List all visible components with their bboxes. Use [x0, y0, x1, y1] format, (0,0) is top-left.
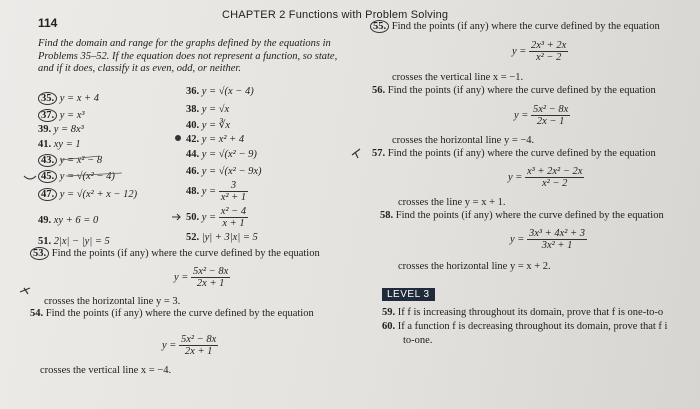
problem-38: 38. y = √x [186, 104, 230, 115]
problem-52: 52. |y| + 3|x| = 5 [186, 232, 258, 243]
problem-58: 58. Find the points (if any) where the curve defined by the equation [380, 210, 664, 221]
level-badge: LEVEL 3 [382, 288, 435, 301]
condition-55: crosses the vertical line x = −1. [392, 72, 524, 83]
problem-44: 44. y = √(x² − 9) [186, 149, 257, 160]
problem-56: 56. Find the points (if any) where the curve defined by the equation [372, 85, 656, 96]
problem-46: 46. y = √(x² − 9x) [186, 166, 262, 177]
problem-35: 35. y = x + 4 [38, 92, 99, 105]
problem-50: 50. y = $\frac{\text{x² − 4}}{x + 1}$ [186, 206, 247, 229]
problem-60-cont: to-one. [403, 335, 433, 346]
problem-43: 43. y = x² − 8 [38, 154, 102, 167]
problem-60: 60. If a function f is decreasing throughout its domain, prove that f i [382, 321, 668, 332]
equation-55: y = $\frac{\text{2x³ + 2x}}{\text{x² − 2}}$ [512, 40, 567, 63]
problem-51: 51. 2|x| − |y| = 5 [38, 236, 110, 247]
problem-36: 36. y = √(x − 4) [186, 86, 254, 97]
problem-49: 49. xy + 6 = 0 [38, 215, 99, 226]
equation-56: y = $\frac{\text{5x² − 8x}}{2x - 1}$ [514, 104, 569, 127]
problem-55: 55. Find the points (if any) where the curve defined by the equation [370, 20, 660, 33]
condition-56: crosses the horizontal line y = −4. [392, 135, 535, 146]
problem-54: 54. Find the points (if any) where the curve defined by the equation [30, 308, 314, 319]
problem-59: 59. If f is increasing throughout its domain, prove that f is one-to-o [382, 307, 664, 318]
condition-54: crosses the vertical line x = −4. [40, 365, 172, 376]
problem-47: 47. y = √(x² + x − 12) [38, 188, 137, 201]
chapter-title: CHAPTER 2 Functions with Problem Solving [222, 9, 449, 21]
equation-58: y = $\frac{\text{3x³ + 4x² + 3}}{\text{3x² + 1}}$ [510, 228, 586, 251]
equation-57: y = $\frac{\text{x³ + 2x² − 2x}}{\text{x² − 2}}$ [508, 166, 583, 189]
condition-53: crosses the horizontal line y = 3. [44, 296, 181, 307]
condition-58: crosses the horizontal line y = x + 2. [398, 261, 551, 272]
condition-57: crosses the line y = x + 1. [398, 197, 506, 208]
problem-39: 39. y = 8x³ [38, 124, 84, 135]
instructions: Find the domain and range for the graphs defined by the equations in Problems 35–52. If the equation does not represent a function, so state, and if it does, classify it as even, odd, or neither. [38, 38, 338, 74]
problem-41: 41. xy = 1 [38, 139, 81, 150]
problem-57: 57. Find the points (if any) where the curve defined by the equation [372, 148, 656, 159]
problem-45: 45. y = √(x² − 4) [38, 170, 115, 183]
problem-42: 42. y = x² + 4 [186, 134, 245, 145]
problem-53: 53. Find the points (if any) where the curve defined by the equation [30, 247, 320, 260]
equation-54: y = $\frac{\text{5x² − 8x}}{2x + 1}$ [162, 334, 217, 357]
problem-48: 48. y = $\frac{3}{\text{x² + 1}}$ [186, 180, 247, 203]
page-number: 114 [38, 16, 58, 30]
equation-53: y = $\frac{\text{5x² − 8x}}{2x + 1}$ [174, 266, 229, 289]
problem-37: 37. y = x³ [38, 109, 85, 122]
problem-40: 40. y = ∛x [186, 120, 231, 131]
